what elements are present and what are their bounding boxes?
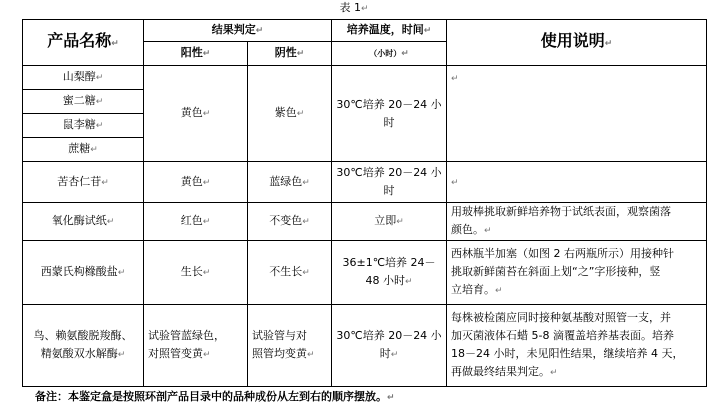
- oxidase-culture: 立即↵: [332, 203, 447, 241]
- product-sucrose: 蔗糖↵: [23, 138, 144, 162]
- simmons-negative: 不生长↵: [248, 241, 332, 305]
- amino-culture: 30℃培养 20－24 小 时↵: [332, 305, 447, 387]
- product-sorbitol: 山梨醇↵: [23, 66, 144, 90]
- oxidase-positive: 红色↵: [144, 203, 248, 241]
- header-result: 结果判定↵: [144, 20, 332, 42]
- oxidase-usage: 用玻棒挑取新鲜培养物于试纸表面，观察菌落 颜色。↵: [447, 203, 707, 241]
- product-amino-acid-decarboxylase: 鸟、赖氨酸脱羧酶、 精氨酸双水解酶↵: [23, 305, 144, 387]
- group1-usage: ↵: [447, 66, 707, 162]
- group1-positive: 黄色↵: [144, 66, 248, 162]
- amino-negative: 试验管与对 照管均变黄↵: [248, 305, 332, 387]
- amygdalin-usage: ↵: [447, 162, 707, 203]
- product-amygdalin: 苦杏仁苷↵: [23, 162, 144, 203]
- header-positive: 阳性↵: [144, 42, 248, 66]
- oxidase-negative: 不变色↵: [248, 203, 332, 241]
- header-culture: 培养温度，时间↵: [332, 20, 447, 42]
- product-rhamnose: 鼠李糖↵: [23, 114, 144, 138]
- product-melibiose: 蜜二糖↵: [23, 90, 144, 114]
- amygdalin-negative: 蓝绿色↵: [248, 162, 332, 203]
- group1-negative: 紫色↵: [248, 66, 332, 162]
- simmons-positive: 生长↵: [144, 241, 248, 305]
- identification-table: [22, 19, 707, 387]
- header-usage: 使用说明↵: [447, 20, 707, 66]
- product-oxidase: 氧化酶试纸↵: [23, 203, 144, 241]
- amygdalin-positive: 黄色↵: [144, 162, 248, 203]
- header-negative: 阴性↵: [248, 42, 332, 66]
- amino-positive: 试验管蓝绿色， 对照管变黄↵: [144, 305, 248, 387]
- simmons-culture: 36±1℃培养 24－ 48 小时↵: [332, 241, 447, 305]
- amino-usage: 每株被检菌应同时接种氨基酸对照管一支，并 加灭菌液体石蜡 5-8 滴覆盖培养基表面。培养 18－24 小时，未见阳性结果，继续培养 4 天， 再做最终结果判定。↵: [447, 305, 707, 387]
- footnote: 备注：本鉴定盒是按照环剖产品目录中的品种成份从左到右的顺序摆放。↵: [35, 390, 395, 403]
- header-culture-unit: （小时）↵: [332, 42, 447, 66]
- group1-culture: 30℃培养 20－24 小 时: [332, 66, 447, 162]
- simmons-usage: 西林瓶半加塞（如图 2 右两瓶所示）用接种针 挑取新鲜菌苔在斜面上划“之”字形接种，竖 立培育。↵: [447, 241, 707, 305]
- product-simmons-citrate: 西蒙氏枸橼酸盐↵: [23, 241, 144, 305]
- table-caption: 表 1↵: [339, 1, 369, 14]
- header-product-name: 产品名称↵: [23, 20, 144, 66]
- amygdalin-culture: 30℃培养 20－24 小 时: [332, 162, 447, 203]
